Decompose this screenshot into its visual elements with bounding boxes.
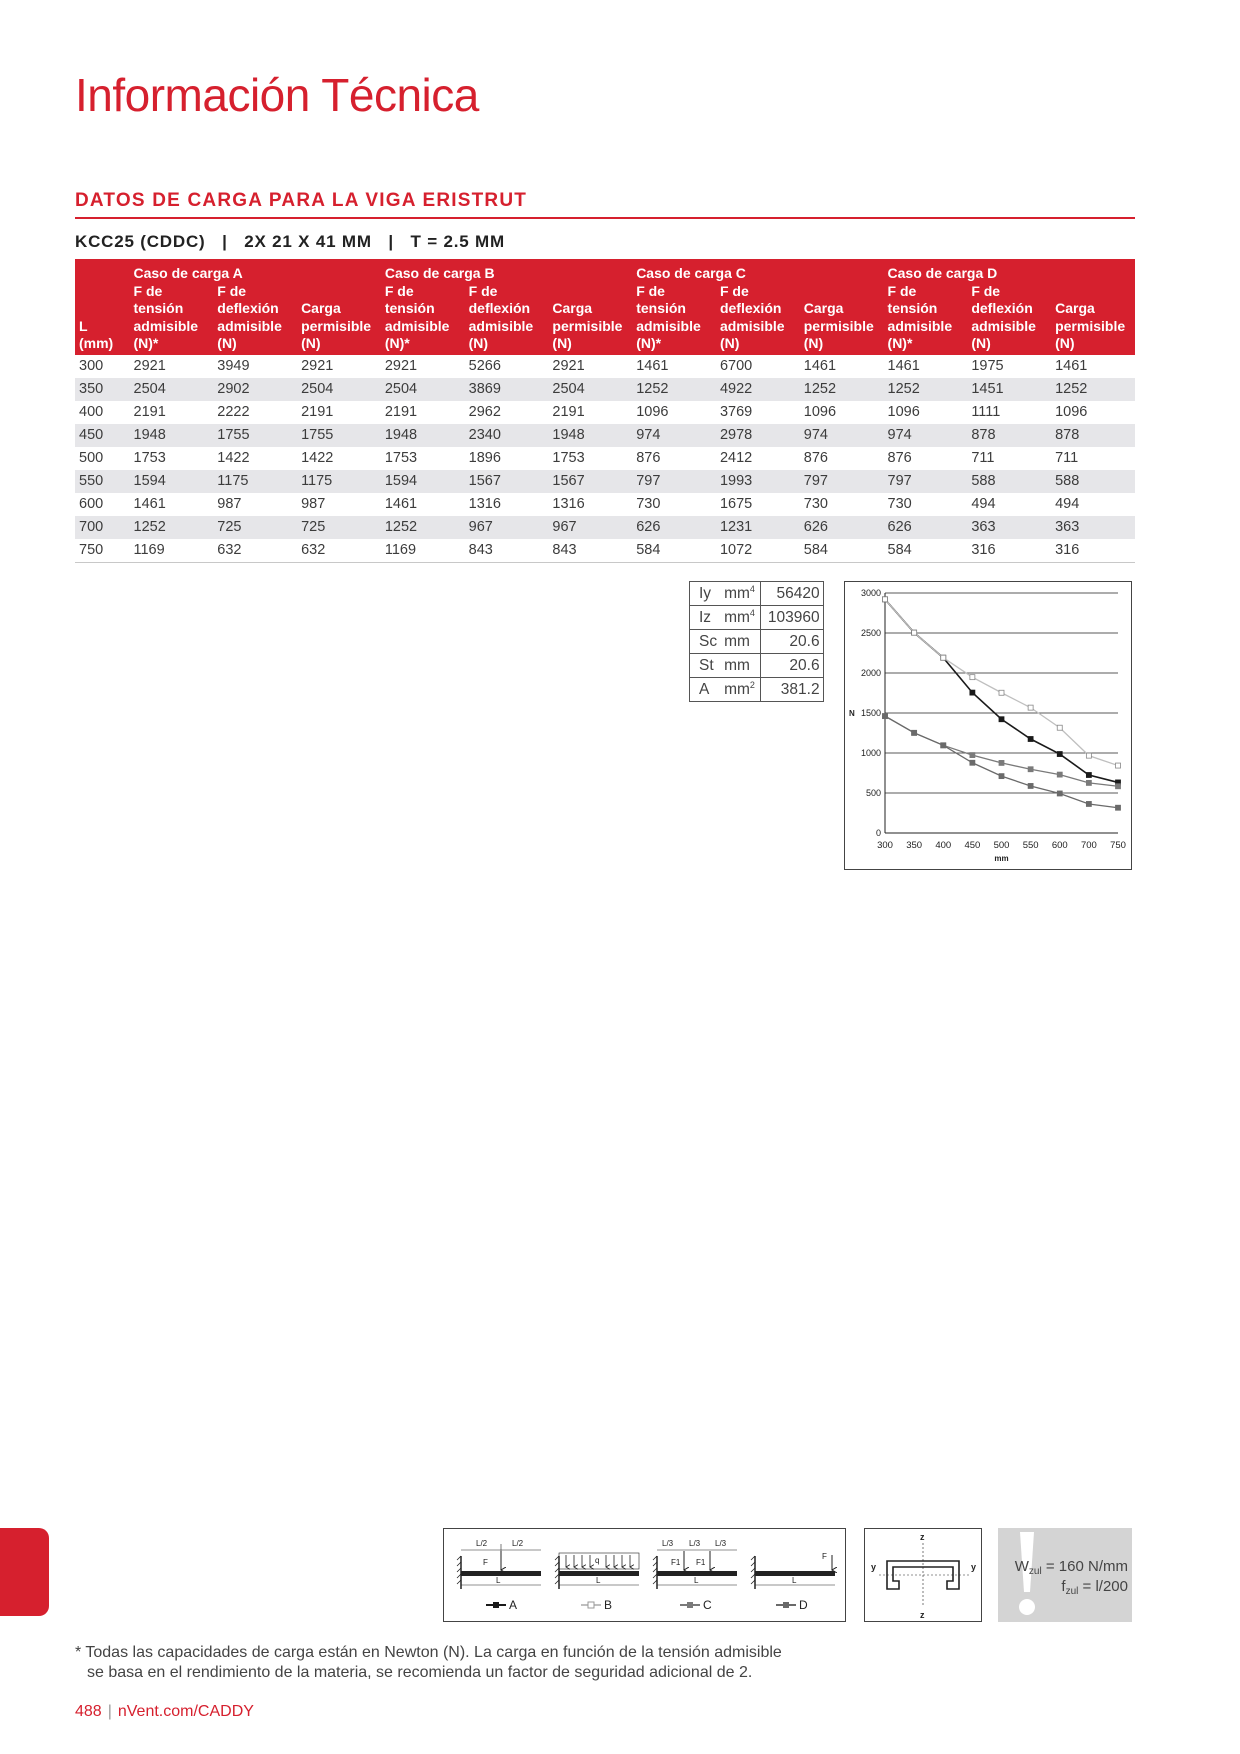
property-symbol: St bbox=[690, 654, 721, 678]
load-value-cell: 1252 bbox=[632, 378, 716, 401]
load-value-cell: 725 bbox=[297, 516, 381, 539]
case-d-length-label: L bbox=[792, 1576, 797, 1585]
load-value-cell: 1461 bbox=[384, 495, 418, 512]
property-unit bbox=[720, 678, 760, 702]
load-value-cell: 1175 bbox=[297, 470, 381, 493]
y-tick-label: 2000 bbox=[860, 668, 881, 678]
x-tick-label: 550 bbox=[1022, 840, 1039, 851]
group-header-a: Caso de carga A bbox=[130, 259, 381, 283]
y-tick-label: 3000 bbox=[860, 588, 881, 598]
column-header-deflection-a: F de deflexión admisible (N) bbox=[213, 283, 297, 355]
property-unit-text: mm bbox=[724, 656, 750, 674]
case-d-legend-label: D bbox=[799, 1598, 808, 1612]
table-row bbox=[75, 378, 1135, 401]
load-value-cell: 1755 bbox=[297, 424, 381, 447]
case-b-legend-label: B bbox=[604, 1598, 613, 1612]
case-c-length-label: L bbox=[694, 1576, 699, 1585]
load-value-cell: 725 bbox=[213, 516, 297, 539]
x-tick-label: 450 bbox=[964, 840, 981, 851]
table-row bbox=[75, 516, 1135, 539]
column-header-deflection-d: F de deflexión admisible (N) bbox=[967, 283, 1051, 355]
case-a-diagram bbox=[457, 1539, 541, 1612]
w-sub: zul bbox=[1028, 1566, 1042, 1577]
data-point-d bbox=[941, 743, 946, 748]
data-point-d bbox=[1028, 783, 1033, 788]
load-value-cell: 730 bbox=[636, 495, 661, 512]
page-footer bbox=[75, 1703, 254, 1721]
data-point-a bbox=[1028, 737, 1033, 742]
load-value-cell: 1252 bbox=[800, 378, 884, 401]
data-point-b bbox=[1086, 753, 1091, 758]
group-header-b: Caso de carga B bbox=[381, 259, 632, 283]
case-b-dist-label: q bbox=[595, 1556, 600, 1565]
load-value-cell: 2978 bbox=[716, 424, 800, 447]
load-value-cell: 584 bbox=[632, 539, 716, 563]
axis-z-top-label: z bbox=[920, 1532, 925, 1542]
section-properties-table bbox=[689, 581, 824, 702]
spec-thickness: T = 2.5 MM bbox=[410, 232, 505, 251]
case-c-force1-label: F1 bbox=[671, 1558, 681, 1567]
property-unit bbox=[720, 606, 760, 630]
case-c-legend-label: C bbox=[703, 1598, 712, 1612]
length-cell: 300 bbox=[79, 357, 104, 374]
load-case-diagrams-svg bbox=[444, 1529, 847, 1623]
load-value-cell: 878 bbox=[967, 424, 1051, 447]
load-value-cell: 584 bbox=[800, 539, 884, 563]
data-point-d bbox=[1116, 805, 1121, 810]
load-value-cell: 588 bbox=[967, 470, 1051, 493]
case-b-length-label: L bbox=[596, 1576, 601, 1585]
data-point-c bbox=[1028, 767, 1033, 772]
load-value-cell: 2921 bbox=[384, 357, 418, 374]
x-axis-label: mm bbox=[994, 854, 1009, 863]
load-value-cell: 1316 bbox=[468, 495, 501, 512]
load-value-cell: 1072 bbox=[716, 539, 800, 563]
footnote-line-2: se basa en el rendimiento de la materia, se recomienda un factor de seguridad adicional de 2. bbox=[87, 1664, 753, 1681]
load-value-cell: 1975 bbox=[971, 357, 1004, 374]
page-edge-tab bbox=[0, 1528, 49, 1616]
axis-y-left-label: y bbox=[871, 1562, 877, 1572]
spec-part: KCC25 (CDDC) bbox=[75, 232, 206, 251]
load-value-cell: 588 bbox=[1051, 470, 1135, 493]
load-value-cell: 1252 bbox=[381, 516, 465, 539]
load-value-cell: 2340 bbox=[465, 424, 549, 447]
load-value-cell: 1948 bbox=[130, 424, 214, 447]
property-unit-exponent: 2 bbox=[749, 679, 755, 690]
load-value-cell: 1316 bbox=[552, 495, 585, 512]
load-value-cell: 1096 bbox=[803, 403, 837, 420]
load-value-cell: 967 bbox=[465, 516, 549, 539]
load-value-cell: 494 bbox=[1055, 495, 1080, 512]
property-symbol: Sc bbox=[690, 630, 721, 654]
load-value-cell: 6700 bbox=[719, 357, 753, 374]
data-point-b bbox=[1116, 763, 1121, 768]
load-value-cell: 1252 bbox=[130, 516, 214, 539]
table-row bbox=[75, 470, 1135, 493]
property-value: 103960 bbox=[760, 606, 823, 630]
load-value-cell: 1252 bbox=[1051, 378, 1135, 401]
table-row bbox=[75, 493, 1135, 516]
load-value-cell: 1451 bbox=[967, 378, 1051, 401]
spec-size: 2X 21 X 41 MM bbox=[244, 232, 372, 251]
case-a-half-left-label: L/2 bbox=[476, 1539, 488, 1548]
x-tick-label: 500 bbox=[993, 840, 1010, 851]
load-value-cell: 2504 bbox=[381, 378, 465, 401]
table-row bbox=[75, 539, 1135, 563]
data-point-b bbox=[883, 597, 888, 602]
data-point-d bbox=[1086, 801, 1091, 806]
case-a-force-label: F bbox=[483, 1558, 488, 1567]
table-row bbox=[75, 424, 1135, 447]
channel-section-diagram bbox=[864, 1528, 982, 1622]
property-row bbox=[690, 678, 824, 702]
load-value-cell: 2191 bbox=[301, 403, 334, 420]
spec-separator: | bbox=[388, 232, 394, 251]
w-label: W bbox=[1014, 1558, 1029, 1575]
data-point-a bbox=[1057, 752, 1062, 757]
column-header-tension-d: F de tensión admisible (N)* bbox=[884, 283, 968, 355]
load-value-cell: 1111 bbox=[971, 403, 1001, 420]
load-value-cell: 1231 bbox=[716, 516, 800, 539]
case-c-force2-label: F1 bbox=[696, 1558, 706, 1567]
y-axis-label: N bbox=[849, 709, 855, 718]
load-value-cell: 2191 bbox=[552, 403, 585, 420]
f-label: f bbox=[1061, 1578, 1066, 1595]
table-row bbox=[75, 355, 1135, 378]
property-value: 20.6 bbox=[760, 654, 823, 678]
load-value-cell: 1567 bbox=[548, 470, 632, 493]
length-cell: 500 bbox=[79, 449, 104, 466]
load-value-cell: 974 bbox=[632, 424, 716, 447]
y-tick-label: 0 bbox=[875, 828, 881, 838]
property-unit bbox=[720, 630, 760, 654]
x-tick-label: 400 bbox=[935, 840, 952, 851]
load-value-cell: 1096 bbox=[636, 403, 669, 420]
column-header-deflection-c: F de deflexión admisible (N) bbox=[716, 283, 800, 355]
property-row bbox=[690, 630, 824, 654]
load-value-cell: 3769 bbox=[719, 403, 753, 420]
data-point-c bbox=[1057, 772, 1062, 777]
load-value-cell: 797 bbox=[800, 470, 884, 493]
load-chart bbox=[844, 581, 1132, 870]
load-value-cell: 1175 bbox=[213, 470, 297, 493]
spec-separator: | bbox=[222, 232, 228, 251]
load-value-cell: 632 bbox=[297, 539, 381, 563]
load-value-cell: 2921 bbox=[301, 357, 334, 374]
section-title: DATOS DE CARGA PARA LA VIGA ERISTRUT bbox=[75, 190, 528, 211]
column-header-length: L (mm) bbox=[75, 283, 130, 355]
allowable-deflection-line bbox=[1061, 1578, 1128, 1597]
load-value-cell: 3869 bbox=[465, 378, 549, 401]
property-unit bbox=[720, 582, 760, 606]
case-c-third-label-3: L/3 bbox=[715, 1539, 727, 1548]
page-number: 488 bbox=[75, 1703, 102, 1720]
load-value-cell: 2962 bbox=[468, 403, 501, 420]
length-cell: 400 bbox=[79, 403, 104, 420]
data-point-a bbox=[970, 690, 975, 695]
header-spacer bbox=[75, 259, 130, 283]
load-value-cell: 1461 bbox=[636, 357, 669, 374]
load-value-cell: 363 bbox=[967, 516, 1051, 539]
load-value-cell: 878 bbox=[1051, 424, 1135, 447]
load-value-cell: 626 bbox=[884, 516, 968, 539]
load-value-cell: 632 bbox=[213, 539, 297, 563]
column-header-tension-a: F de tensión admisible (N)* bbox=[130, 283, 214, 355]
w-value: = 160 N/mm bbox=[1045, 1558, 1128, 1575]
axis-y-right-label: y bbox=[971, 1562, 977, 1572]
load-value-cell: 2504 bbox=[130, 378, 214, 401]
load-data-table bbox=[75, 259, 1135, 563]
load-chart-svg bbox=[845, 582, 1133, 871]
data-point-d bbox=[883, 714, 888, 719]
load-value-cell: 2921 bbox=[133, 357, 166, 374]
case-c-third-label-1: L/3 bbox=[662, 1539, 674, 1548]
load-value-cell: 987 bbox=[217, 495, 242, 512]
load-value-cell: 1753 bbox=[133, 449, 166, 466]
property-unit-text: mm bbox=[724, 608, 750, 626]
load-value-cell: 494 bbox=[971, 495, 996, 512]
load-value-cell: 1169 bbox=[381, 539, 465, 563]
length-cell: 700 bbox=[75, 516, 130, 539]
load-value-cell: 363 bbox=[1051, 516, 1135, 539]
property-unit-exponent: 4 bbox=[749, 583, 755, 594]
length-cell: 600 bbox=[79, 495, 104, 512]
load-value-cell: 2412 bbox=[719, 449, 753, 466]
load-value-cell: 967 bbox=[548, 516, 632, 539]
load-value-cell: 876 bbox=[636, 449, 661, 466]
load-value-cell: 1675 bbox=[719, 495, 753, 512]
load-value-cell: 1753 bbox=[384, 449, 418, 466]
data-point-a bbox=[1086, 773, 1091, 778]
page-title: Información Técnica bbox=[75, 69, 479, 121]
load-value-cell: 1422 bbox=[217, 449, 250, 466]
load-value-cell: 2191 bbox=[133, 403, 166, 420]
property-row bbox=[690, 654, 824, 678]
property-symbol: Iz bbox=[690, 606, 721, 630]
table-header bbox=[75, 259, 1135, 355]
spec-line bbox=[75, 232, 505, 252]
load-value-cell: 987 bbox=[301, 495, 326, 512]
data-point-c bbox=[970, 753, 975, 758]
load-value-cell: 1252 bbox=[884, 378, 968, 401]
load-value-cell: 1948 bbox=[381, 424, 465, 447]
case-a-half-right-label: L/2 bbox=[512, 1539, 524, 1548]
case-a-length-label: L bbox=[496, 1576, 501, 1585]
load-value-cell: 1461 bbox=[1055, 357, 1088, 374]
load-value-cell: 1461 bbox=[133, 495, 166, 512]
length-cell: 550 bbox=[75, 470, 130, 493]
load-value-cell: 2222 bbox=[217, 403, 250, 420]
length-cell: 750 bbox=[75, 539, 130, 563]
load-value-cell: 797 bbox=[884, 470, 968, 493]
allowable-stress-line bbox=[1015, 1558, 1128, 1577]
load-value-cell: 316 bbox=[967, 539, 1051, 563]
property-row bbox=[690, 606, 824, 630]
footer-site-link[interactable]: nVent.com/CADDY bbox=[117, 1703, 254, 1720]
series-line-b bbox=[885, 599, 1118, 765]
load-value-cell: 2902 bbox=[213, 378, 297, 401]
load-value-cell: 1169 bbox=[130, 539, 214, 563]
load-value-cell: 1594 bbox=[130, 470, 214, 493]
case-d-diagram bbox=[751, 1552, 835, 1612]
case-c-third-label-2: L/3 bbox=[689, 1539, 701, 1548]
load-value-cell: 2504 bbox=[297, 378, 381, 401]
data-point-b bbox=[970, 675, 975, 680]
case-b-diagram bbox=[555, 1553, 639, 1612]
load-value-cell: 2504 bbox=[548, 378, 632, 401]
y-tick-label: 500 bbox=[865, 788, 881, 798]
load-value-cell: 1753 bbox=[552, 449, 585, 466]
load-value-cell: 843 bbox=[548, 539, 632, 563]
data-point-d bbox=[912, 730, 917, 735]
load-value-cell: 1755 bbox=[213, 424, 297, 447]
data-point-b bbox=[1028, 705, 1033, 710]
load-value-cell: 316 bbox=[1051, 539, 1135, 563]
property-unit bbox=[720, 654, 760, 678]
table-row bbox=[75, 401, 1135, 424]
data-point-d bbox=[999, 774, 1004, 779]
load-value-cell: 797 bbox=[632, 470, 716, 493]
y-tick-label: 1500 bbox=[860, 708, 881, 718]
x-tick-label: 350 bbox=[906, 840, 923, 851]
load-value-cell: 876 bbox=[803, 449, 828, 466]
load-value-cell: 584 bbox=[884, 539, 968, 563]
property-symbol: A bbox=[690, 678, 721, 702]
f-sub: zul bbox=[1065, 1586, 1079, 1597]
load-value-cell: 1594 bbox=[381, 470, 465, 493]
load-value-cell: 3949 bbox=[217, 357, 250, 374]
load-value-cell: 1096 bbox=[1055, 403, 1088, 420]
data-point-a bbox=[999, 717, 1004, 722]
y-tick-label: 2500 bbox=[860, 628, 881, 638]
load-value-cell: 626 bbox=[632, 516, 716, 539]
load-value-cell: 2921 bbox=[552, 357, 585, 374]
load-value-cell: 5266 bbox=[468, 357, 501, 374]
load-value-cell: 2191 bbox=[384, 403, 418, 420]
column-header-permissible-c: Carga permisible (N) bbox=[800, 283, 884, 355]
property-value: 20.6 bbox=[760, 630, 823, 654]
channel-section-svg bbox=[865, 1529, 983, 1623]
data-point-b bbox=[941, 655, 946, 660]
property-unit-exponent: 4 bbox=[749, 607, 755, 618]
column-header-permissible-d: Carga permisible (N) bbox=[1051, 283, 1135, 355]
case-a-legend-label: A bbox=[509, 1598, 518, 1612]
table-body bbox=[75, 355, 1135, 563]
load-value-cell: 974 bbox=[800, 424, 884, 447]
property-value: 56420 bbox=[760, 582, 823, 606]
case-d-force-label: F bbox=[822, 1552, 827, 1561]
load-value-cell: 1948 bbox=[548, 424, 632, 447]
load-value-cell: 1096 bbox=[887, 403, 920, 420]
load-value-cell: 626 bbox=[800, 516, 884, 539]
load-value-cell: 730 bbox=[803, 495, 828, 512]
group-header-d: Caso de carga D bbox=[884, 259, 1135, 283]
property-unit-text: mm bbox=[724, 632, 750, 650]
column-header-permissible-a: Carga permisible (N) bbox=[297, 283, 381, 355]
data-point-c bbox=[999, 760, 1004, 765]
property-symbol: Iy bbox=[690, 582, 721, 606]
load-value-cell: 1422 bbox=[301, 449, 334, 466]
data-point-c bbox=[1116, 784, 1121, 789]
data-point-c bbox=[1086, 780, 1091, 785]
load-value-cell: 974 bbox=[884, 424, 968, 447]
footnote-line-1: * Todas las capacidades de carga están en Newton (N). La carga en función de la tensión admisible bbox=[75, 1644, 782, 1661]
column-header-tension-c: F de tensión admisible (N)* bbox=[632, 283, 716, 355]
axis-z-bottom-label: z bbox=[920, 1610, 925, 1620]
y-tick-label: 1000 bbox=[860, 748, 881, 758]
load-value-cell: 711 bbox=[1055, 449, 1079, 466]
load-value-cell: 730 bbox=[887, 495, 912, 512]
load-value-cell: 4922 bbox=[716, 378, 800, 401]
footer-separator: | bbox=[107, 1703, 112, 1720]
group-header-c: Caso de carga C bbox=[632, 259, 883, 283]
load-value-cell: 843 bbox=[465, 539, 549, 563]
footnote bbox=[75, 1643, 782, 1683]
load-value-cell: 1567 bbox=[465, 470, 549, 493]
length-cell: 350 bbox=[75, 378, 130, 401]
load-case-diagrams bbox=[443, 1528, 846, 1622]
data-point-d bbox=[1057, 791, 1062, 796]
column-header-row bbox=[75, 283, 1135, 355]
x-tick-label: 700 bbox=[1080, 840, 1097, 851]
property-value: 381.2 bbox=[760, 678, 823, 702]
load-value-cell: 876 bbox=[887, 449, 912, 466]
column-header-permissible-b: Carga permisible (N) bbox=[548, 283, 632, 355]
property-unit-text: mm bbox=[724, 584, 750, 602]
data-point-b bbox=[912, 630, 917, 635]
property-unit-text: mm bbox=[724, 680, 750, 698]
data-point-b bbox=[1057, 725, 1062, 730]
table-row bbox=[75, 447, 1135, 470]
load-value-cell: 1993 bbox=[716, 470, 800, 493]
x-tick-label: 750 bbox=[1110, 840, 1126, 851]
section-divider bbox=[75, 217, 1135, 219]
length-cell: 450 bbox=[75, 424, 130, 447]
load-value-cell: 1461 bbox=[887, 357, 920, 374]
column-header-deflection-b: F de deflexión admisible (N) bbox=[465, 283, 549, 355]
load-value-cell: 711 bbox=[971, 449, 995, 466]
x-tick-label: 600 bbox=[1051, 840, 1068, 851]
x-tick-label: 300 bbox=[877, 840, 893, 851]
column-header-tension-b: F de tensión admisible (N)* bbox=[381, 283, 465, 355]
load-value-cell: 1461 bbox=[803, 357, 837, 374]
property-row bbox=[690, 582, 824, 606]
data-point-d bbox=[970, 760, 975, 765]
data-point-b bbox=[999, 690, 1004, 695]
allowable-values-note bbox=[998, 1528, 1132, 1622]
load-value-cell: 1896 bbox=[468, 449, 501, 466]
f-value: = l/200 bbox=[1082, 1578, 1128, 1595]
case-c-diagram bbox=[653, 1539, 737, 1612]
